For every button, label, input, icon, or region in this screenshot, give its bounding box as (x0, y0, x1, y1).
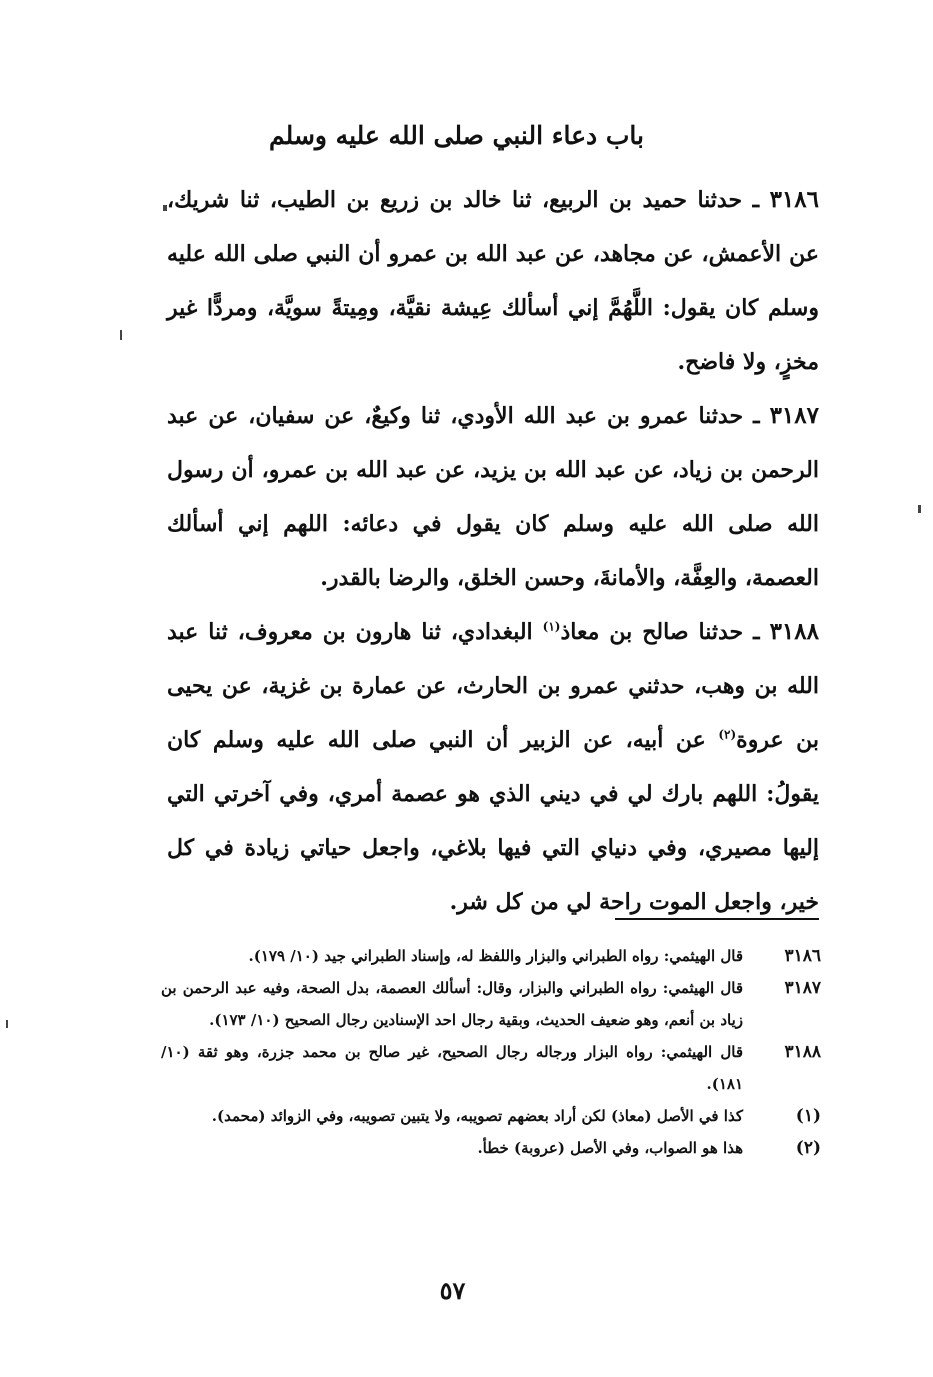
hadith-3188 (167, 605, 819, 929)
footnote-key: ٣١٨٨ (784, 1042, 821, 1062)
scan-speck (120, 330, 122, 340)
hadith-3187 (167, 389, 819, 605)
scan-speck (163, 205, 167, 211)
footnote-key: (٢) (795, 1138, 821, 1158)
chapter-title: باب دعاء النبي صلى الله عليه وسلم (269, 121, 644, 150)
hadith-dash: ـ (743, 619, 760, 645)
footnote-ref-1: (١) (542, 619, 561, 634)
footnote-key: ٣١٨٧ (784, 978, 821, 998)
hadith-text-part2: البغدادي، ثنا هارون بن معروف، ثنا عبد الله بن وهب، حدثني عمرو بن الحارث، عن عمارة بن غزية، عن يحيى بن عروة (167, 619, 819, 753)
footnote-separator (615, 918, 819, 920)
footnote-1 (161, 1100, 821, 1132)
footnote-ref-2: (٢) (718, 727, 737, 742)
page-number: ٥٧ (439, 1276, 466, 1305)
footnote-key: (١) (795, 1106, 821, 1126)
hadith-dash: ـ (743, 403, 760, 429)
hadith-text-part3: عن أبيه، عن الزبير أن النبي صلى الله عليه وسلم كان يقولُ: اللهم بارك لي في ديني الذي هو عصمة أمري، وفي آخرتي التي إليها مصيري، وفي دنياي التي فيها بلاغي، واجعل حياتي زيادة في كل خير، واجعل الموت راحة لي من كل شر. (167, 727, 819, 915)
hadith-number: ٣١٨٧ (769, 402, 819, 429)
footnote-3186 (161, 940, 821, 972)
hadith-3186 (167, 173, 819, 389)
hadith-text-part1: حدثنا صالح بن معاذ (560, 619, 744, 645)
footnote-text: قال الهيثمي: رواه الطبراني والبزار واللفظ له، وإسناد الطبراني جيد (١٠/ ١٧٩). (248, 947, 743, 965)
hadith-number: ٣١٨٨ (769, 618, 819, 645)
hadith-text: حدثنا حميد بن الربيع، ثنا خالد بن زريع بن الطيب، ثنا شريك، عن الأعمش، عن مجاهد، عن عبد الله بن عمرو أن النبي صلى الله عليه وسلم كان يقول: اللَّهُمَّ إني أسألك عِيشة نقيَّة، ومِيتةً سويَّة، ومردًّا غير مخزٍ، ولا فاضح. (167, 187, 819, 375)
hadith-number: ٣١٨٦ (769, 186, 819, 213)
footnote-text: قال الهيثمي: رواه الطبراني والبزار، وقال: أسألك العصمة، بدل الصحة، وفيه عبد الرحمن بن زياد بن أنعم، وهو ضعيف الحديث، وبقية رجال احد الإسنادين رجال الصحيح (١٠/ ١٧٣). (161, 979, 743, 1029)
footnote-text: كذا في الأصل (معاذ) لكن أراد بعضهم تصويبه، ولا يتبين تصويبه، وفي الزوائد (محمد). (211, 1107, 743, 1125)
footnote-2 (161, 1132, 821, 1164)
footnote-3188 (161, 1036, 821, 1100)
footnote-key: ٣١٨٦ (784, 946, 821, 966)
hadith-dash: ـ (742, 187, 760, 213)
hadith-text: حدثنا عمرو بن عبد الله الأودي، ثنا وكيعٌ، عن سفيان، عن عبد الرحمن بن زياد، عن عبد الله بن يزيد، عن عبد الله بن عمرو، أن رسول الله صلى الله عليه وسلم كان يقول في دعائه: اللهم إني أسألك العصمة، والعِفَّة، والأمانةَ، وحسن الخلق، والرضا بالقدر. (167, 403, 819, 591)
footnote-text: قال الهيثمي: رواه البزار ورجاله رجال الصحيح، غير صالح بن محمد جزرة، وهو ثقة (١٠/ ١٨١). (161, 1043, 743, 1093)
scan-speck (918, 505, 921, 513)
footnote-text: هذا هو الصواب، وفي الأصل (عروبة) خطأ. (477, 1139, 743, 1157)
footnote-3187 (161, 972, 821, 1036)
footnotes (161, 940, 821, 1164)
scan-speck (6, 1020, 8, 1028)
